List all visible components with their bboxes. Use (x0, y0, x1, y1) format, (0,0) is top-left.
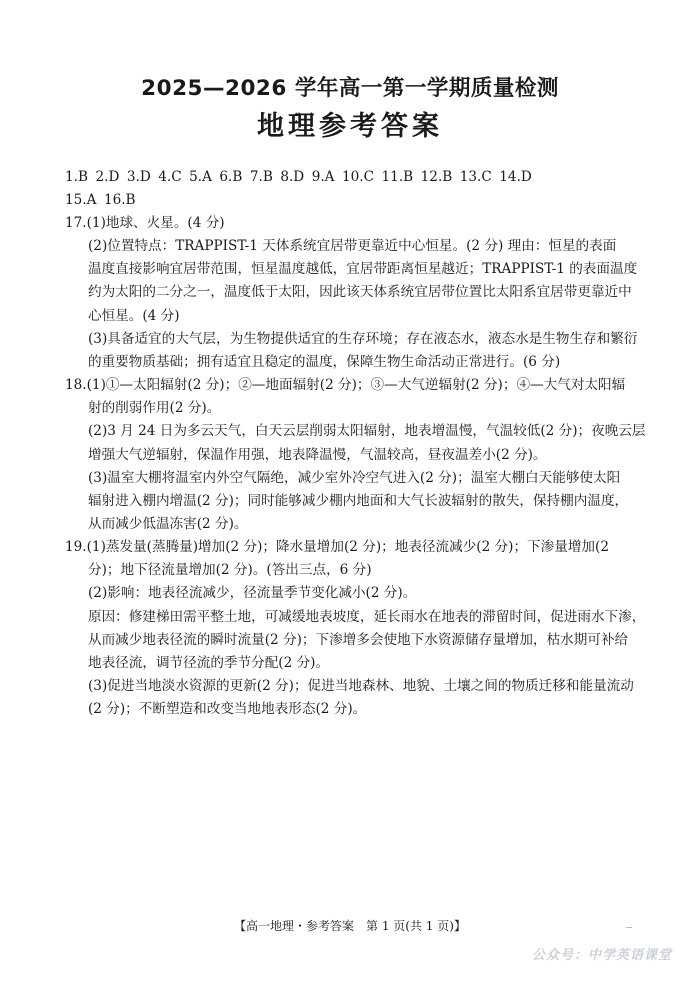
choice-answer: 7.B (249, 169, 273, 185)
choice-answer: 11.B (381, 169, 414, 185)
choice-answer: 16.B (103, 192, 136, 208)
answer-line: 分)；地下径流量增加(2 分)。(答出三点，6 分) (88, 562, 372, 579)
choice-answer: 1.B (65, 169, 88, 185)
answer-line: 辐射进入棚内增温(2 分)；同时能够减少棚内地面和大气长波辐射的散失，保持棚内温度， (88, 492, 629, 509)
choice-answer: 15.A (65, 192, 97, 208)
choice-answer: 13.C (459, 169, 492, 185)
answer-line: 心恒星。(4 分) (88, 307, 180, 324)
answer-line: 17.(1)地球、火星。(4 分) (65, 215, 225, 231)
answer-line: 18.(1)①—太阳辐射(2 分)；②—地面辐射(2 分)；③—大气逆辐射(2 分)；④—大气对太阳辐 (65, 377, 626, 394)
answer-line: (3)促进当地淡水资源的更新(2 分)；促进当地森林、地貌、土壤之间的物质迁移和能量流动 (88, 678, 634, 694)
answer-line: (2 分)；不断塑造和改变当地地表形态(2 分)。 (88, 701, 367, 718)
answer-line: (2)位置特点：TRAPPIST-1 天体系统宜居带更靠近中心恒星。(2 分) 理由：恒星的表面 (88, 238, 617, 255)
footer-mark (626, 927, 632, 928)
choice-answers-row-2 (65, 189, 143, 211)
answer-line: (2)3 月 24 日为多云天气，白天云层削弱太阳辐射，地表增温慢，气温较低(2 分)；夜晚云层 (88, 423, 646, 440)
choice-answer: 5.A (189, 169, 212, 185)
watermark: 公众号：中学英语课堂 (531, 948, 672, 963)
answer-line: 19.(1)蒸发量(蒸腾量)增加(2 分)；降水量增加(2 分)；地表径流减少(2 分)；下渗量增加(2 (65, 539, 609, 556)
page-subtitle: 地理参考答案 (257, 111, 443, 142)
page-footer: 【高一地理・参考答案 第 1 页(共 1 页)】 (234, 919, 466, 933)
answer-line: (3)温室大棚将温室内外空气隔绝，减少室外冷空气进入(2 分)；温室大棚白天能够使太阳 (88, 469, 621, 486)
answer-line: 从而减少低温冻害(2 分)。 (88, 515, 248, 532)
answer-line: 射的削弱作用(2 分)。 (88, 400, 221, 417)
answer-line: 增强大气逆辐射，保温作用强，地表降温慢，气温较高，昼夜温差小(2 分)。 (88, 446, 547, 463)
choice-answers-row-1 (65, 166, 539, 188)
choice-answer: 8.D (280, 169, 305, 185)
choice-answer: 3.D (126, 169, 151, 185)
choice-answer: 14.D (499, 169, 532, 185)
answer-line: 约为太阳的二分之一，温度低于太阳，因此该天体系统宜居带位置比太阳系宜居带更靠近中 (88, 284, 632, 301)
page-title: 2025—2026 学年高一第一学期质量检测 (141, 76, 559, 101)
choice-answer: 12.B (420, 169, 453, 185)
choice-answer: 9.A (311, 169, 335, 185)
answer-line: 温度直接影响宜居带范围，恒星温度越低，宜居带距离恒星越近；TRAPPIST-1 的表面温度 (88, 261, 638, 278)
choice-answer: 6.B (219, 169, 243, 185)
answer-line: (2)影响：地表径流减少，径流量季节变化减小(2 分)。 (88, 585, 417, 602)
answer-line: 原因：修建梯田需平整土地，可减缓地表坡度，延长雨水在地表的滞留时间，促进雨水下渗， (88, 608, 646, 625)
answer-line: 的重要物质基础；拥有适宜且稳定的温度，保障生物生命活动正常进行。(6 分) (88, 353, 561, 370)
choice-answer: 2.D (95, 169, 120, 185)
answer-line: 从而减少地表径流的瞬时流量(2 分)；下渗增多会使地下水资源储存量增加，枯水期可补给 (88, 631, 629, 648)
answer-line: (3)具备适宜的大气层，为生物提供适宜的生存环境；存在液态水，液态水是生物生存和繁衍 (88, 330, 638, 347)
answer-line: 地表径流，调节径流的季节分配(2 分)。 (88, 654, 330, 671)
choice-answer: 10.C (342, 169, 375, 185)
choice-answer: 4.C (158, 169, 182, 185)
